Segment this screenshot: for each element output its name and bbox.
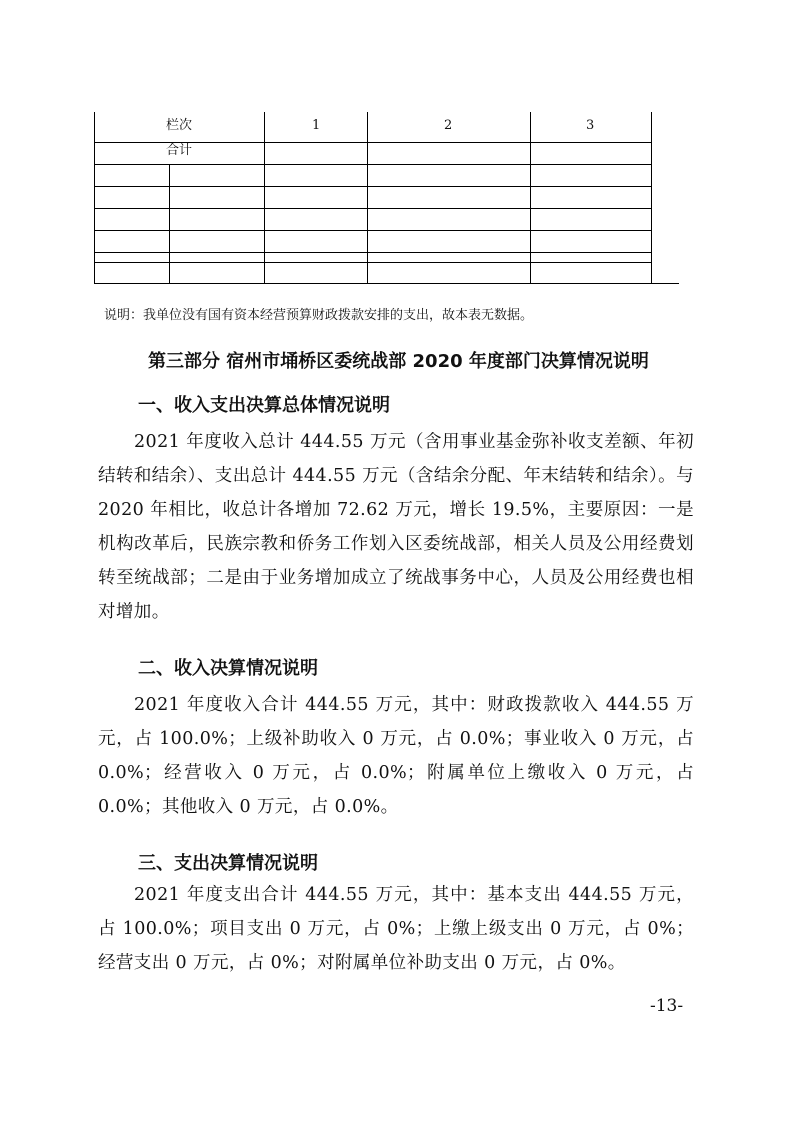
table-row-line <box>94 262 651 263</box>
table-row-line <box>94 230 651 231</box>
part-title: 第三部分 宿州市埇桥区委统战部 2020 年度部门决算情况说明 <box>148 351 649 372</box>
section-title-overview: 一、收入支出决算总体情况说明 <box>138 395 390 416</box>
section-title-income: 二、收入决算情况说明 <box>138 658 318 679</box>
section-title-expenditure: 三、支出决算情况说明 <box>138 853 318 874</box>
table-col-line <box>367 112 368 284</box>
table-total-label: 合计 <box>166 143 193 158</box>
section-body-expenditure: 2021 年度支出合计 444.55 万元，其中：基本支出 444.55 万元，占 100.0%；项目支出 0 万元，占 0%；上缴上级支出 0 万元，占 0%；经营支出 0 万元，占 0%；对附属单位补助支出 0 万元，占 0%。 <box>98 885 694 973</box>
table-row-line <box>94 164 651 165</box>
section-body-overview: 2021 年度收入总计 444.55 万元（含用事业基金弥补收支差额、年初结转和结余）、支出总计 444.55 万元（含结余分配、年末结转和结余）。与 2020 年相比，收总计各增加 72.62 万元，增长 19.5%，主要原因：一是机构改革后，民族宗教和侨务工作划入区委统战部，相关人员及公用经费划转至统战部；二是由于业务增加成立了统战事务中心，人员及公用经费也相对增加。 <box>98 432 694 622</box>
table-row-line <box>94 252 651 253</box>
table-note: 说明：我单位没有国有资本经营预算财政拨款安排的支出，故本表无数据。 <box>104 308 534 323</box>
table-border-right <box>651 112 652 284</box>
table-row-line <box>94 208 651 209</box>
table-col-number: 3 <box>586 118 595 133</box>
table-header-label: 栏次 <box>166 118 193 133</box>
budget-table <box>94 112 679 284</box>
table-col-number: 1 <box>312 118 321 133</box>
table-col-number: 2 <box>444 118 453 133</box>
table-row-line <box>94 186 651 187</box>
table-border-left <box>94 112 95 284</box>
table-col-line <box>264 112 265 284</box>
table-inner-line <box>169 164 170 284</box>
page-number: -13- <box>650 996 684 1016</box>
table-col-line <box>530 112 531 284</box>
table-bottom-line <box>94 283 679 284</box>
section-body-income: 2021 年度收入合计 444.55 万元，其中：财政拨款收入 444.55 万元，占 100.0%；上级补助收入 0 万元，占 0.0%；事业收入 0 万元，占 0.0%；经营收入 0 万元，占 0.0%；附属单位上缴收入 0 万元，占 0.0%；其他收入 0 万元，占 0.0%。 <box>98 695 694 817</box>
